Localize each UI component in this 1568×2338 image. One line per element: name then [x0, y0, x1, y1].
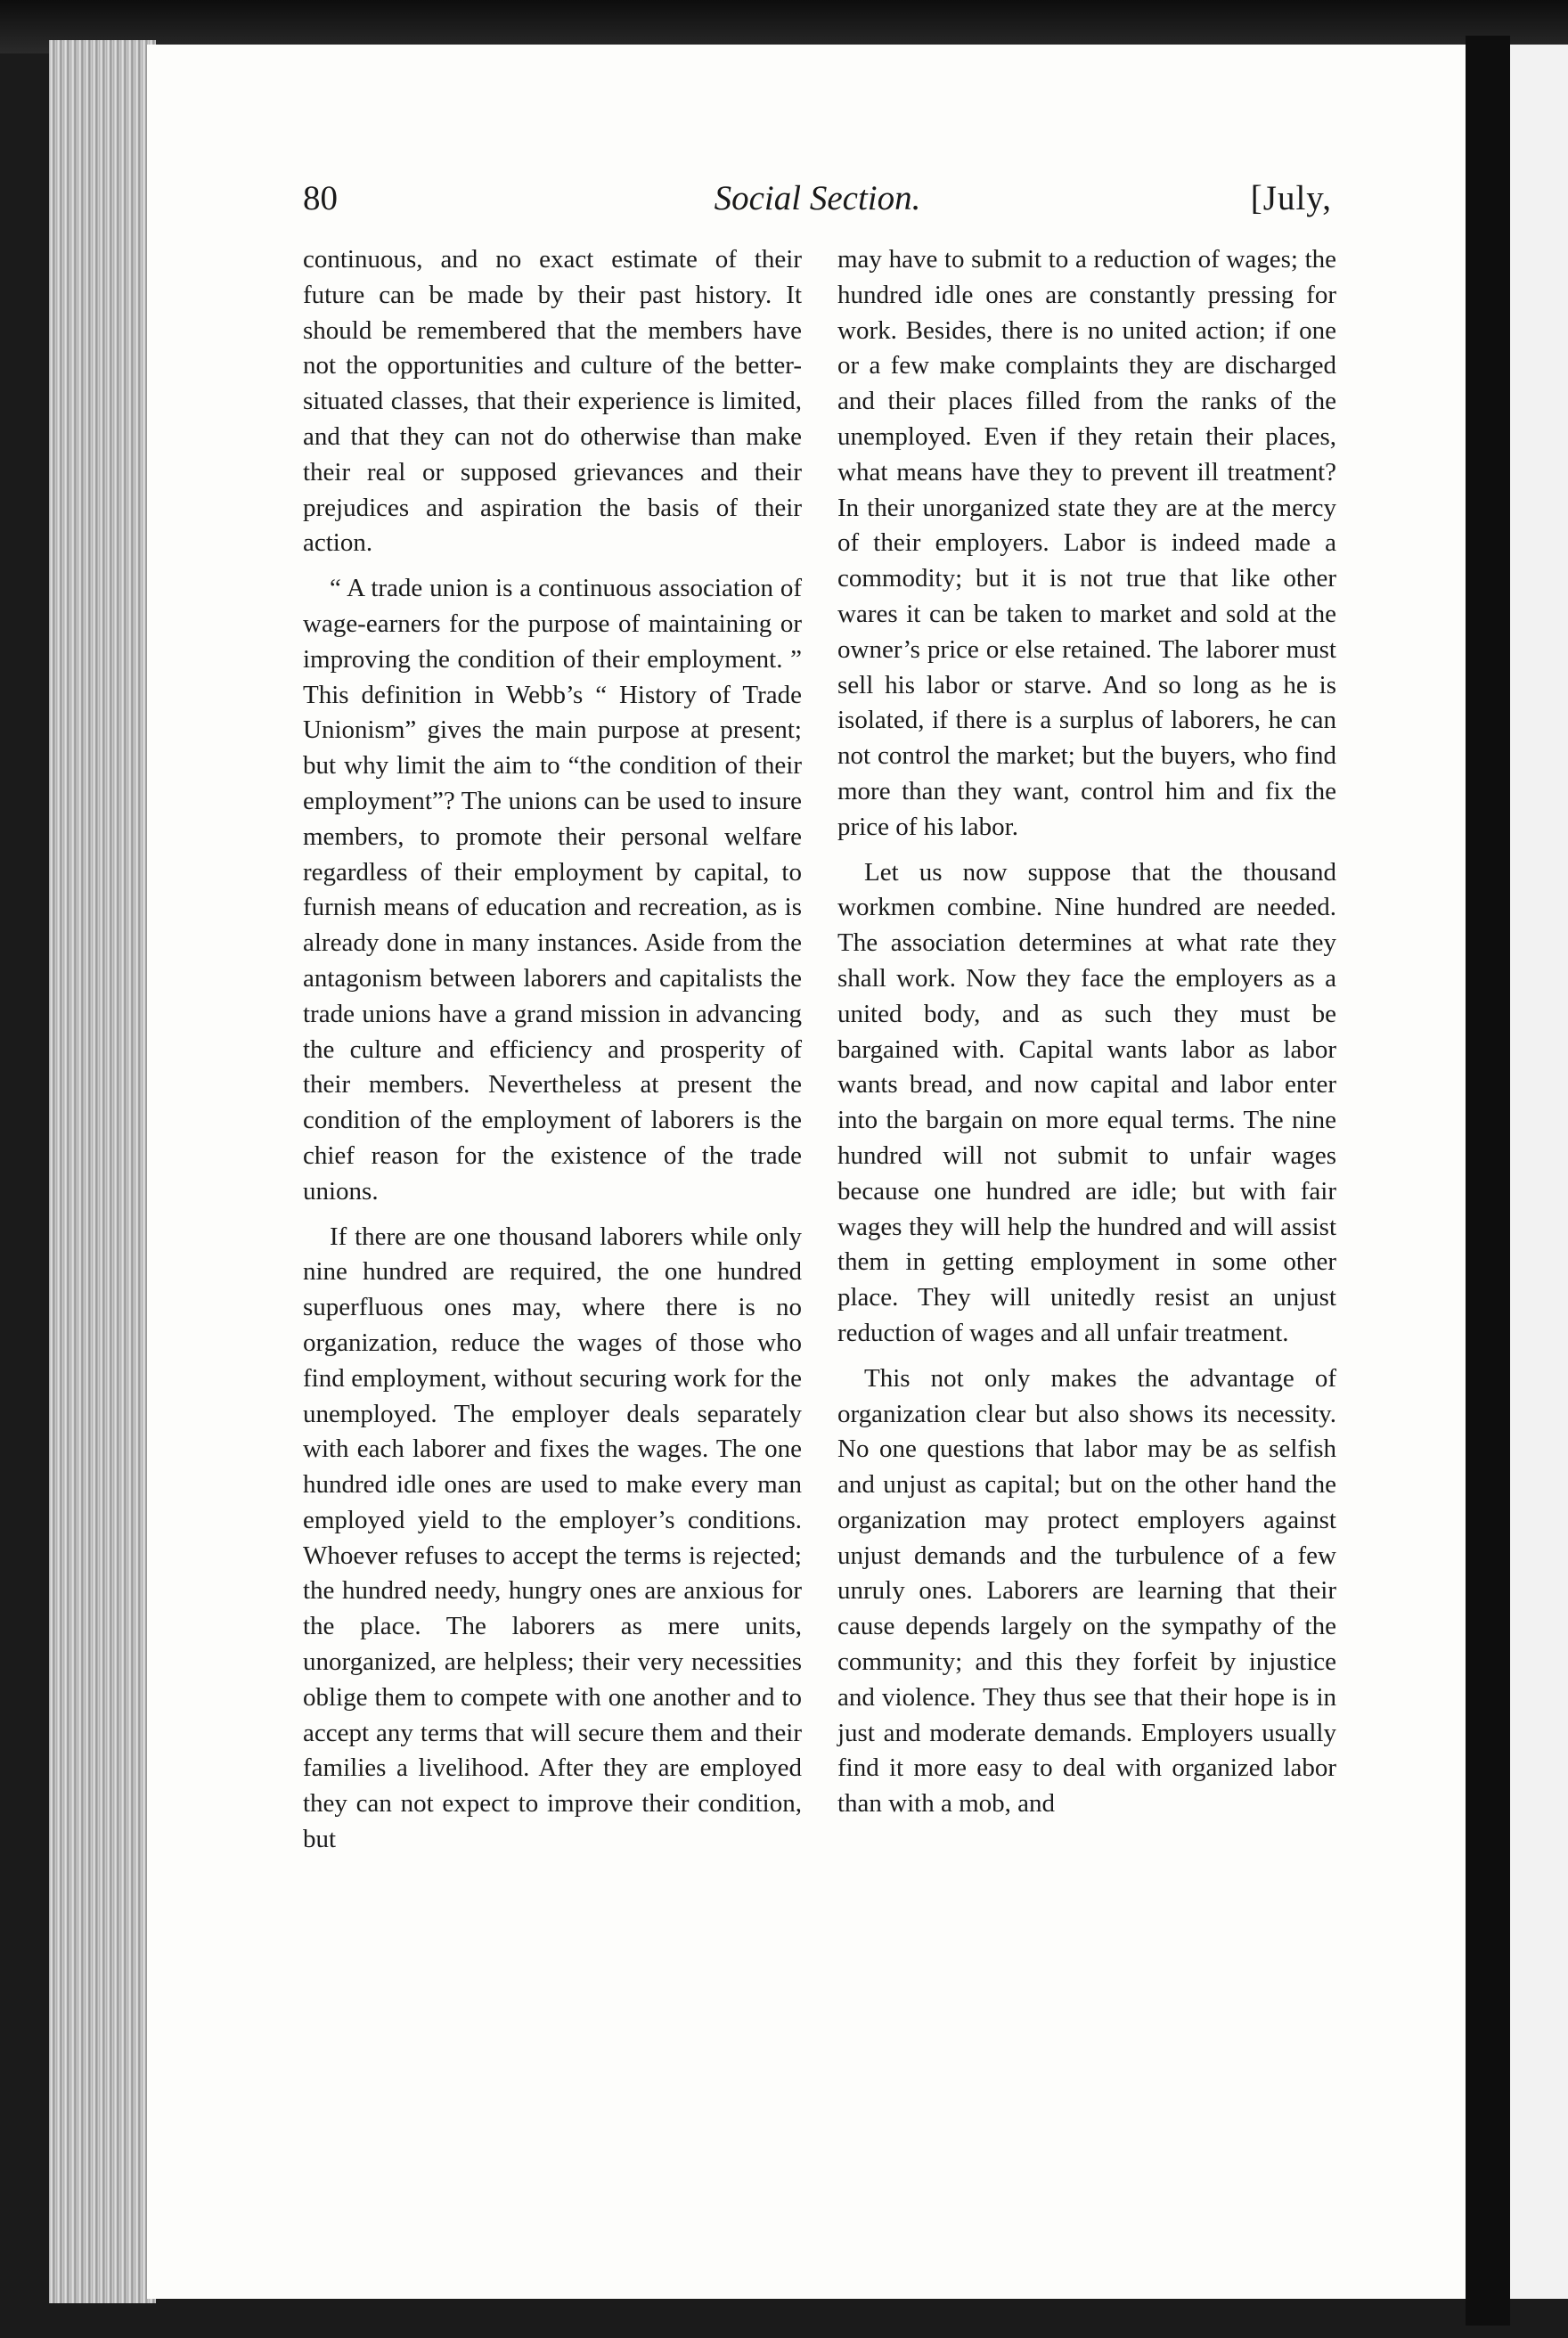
- book-page-edges: [49, 40, 156, 2303]
- running-title: Social Section.: [714, 179, 921, 217]
- facing-page-edge: [1510, 45, 1568, 2299]
- book-gutter-shadow: [1466, 36, 1510, 2326]
- running-month: [July,: [1250, 179, 1332, 217]
- right-paragraph-1: may have to submit to a reduction of wages; the hundred idle ones are constantly pressing for work. Besides, there is no united action; if one or a few make complaints they are discharged and their places filled from the ranks of the unemployed. Even if they retain their places, what means have they to prevent ill treatment? In their unorganized state they are at the mercy of their employers. Labor is indeed made a commodity; but it is not true that like other wares it can be taken to market and sold at the owner’s price or else retained. The laborer must sell his labor or starve. And so long as he is isolated, if there is a surplus of laborers, he can not control the market; but the buyers, who find more than they want, control him and fix the price of his labor.: [837, 245, 1336, 841]
- page-number: 80: [303, 179, 338, 217]
- right-paragraph-3: This not only makes the advantage of organization clear but also shows its necessity. No one questions that labor may be as selfish and unjust as capital; but on the other hand the organization may protect employers against unjust demands and the turbulence of a few unruly ones. Laborers are learning that their cause depends largely on the sympathy of the community; and this they forfeit by injustice and violence. They thus see that their hope is in just and moderate demands. Employers usually find it more easy to deal with organized labor than with a mob, and: [837, 1363, 1336, 1819]
- left-column: [303, 242, 802, 1858]
- left-paragraph-1: continuous, and no exact estimate of their future can be made by their past history. It should be remembered that the members have not the opportunities and culture of the better-situated classes, that their experience is limited, and that they can not do otherwise than make their real or supposed grievances and their prejudices and aspiration the basis of their action.: [303, 245, 802, 558]
- right-paragraph-2: Let us now suppose that the thousand workmen combine. Nine hundred are needed. The association determines at what rate they shall work. Now they face the employers as a united body, and as such they must be bargained with. Capital wants labor as labor wants bread, and now capital and labor enter into the bargain on more equal terms. The nine hundred will not submit to unfair wages because one hundred are idle; but with fair wages they will help the hundred and will assist them in getting employment in some other place. They will unitedly resist an unjust reduction of wages and all unfair treatment.: [837, 857, 1336, 1347]
- left-paragraph-3: If there are one thousand laborers while only nine hundred are required, the one hundred superfluous ones may, where there is no organization, reduce the wages of those who find employment, without securing work for the unemployed. The employer deals separately with each laborer and fixes the wages. The one hundred idle ones are used to make every man employed yield to the employer’s conditions. Whoever refuses to accept the terms is rejected; the hundred needy, hungry ones are anxious for the place. The laborers as mere units, unorganized, are helpless; their very necessities oblige them to compete with one another and to accept any terms that will secure them and their families a livelihood. After they are employed they can not expect to improve their condition, but: [303, 1222, 802, 1854]
- page-header: [303, 178, 1332, 227]
- left-paragraph-2: “ A trade union is a continuous association of wage-earners for the purpose of maintaining or improving the condition of their employment. ” This definition in Webb’s “ History of Trade Unionism” gives the main purpose at present; but why limit the aim to “the condition of their employment”? The unions can be used to insure members, to promote their personal welfare regardless of their employment by capital, to furnish means of education and recreation, as is already done in many instances. Aside from the antagonism between laborers and capitalists the trade unions have a grand mission in advancing the culture and efficiency and prosperity of their members. Nevertheless at present the condition of the employment of laborers is the chief reason for the existence of the trade unions.: [303, 574, 802, 1206]
- right-column: [837, 242, 1336, 1822]
